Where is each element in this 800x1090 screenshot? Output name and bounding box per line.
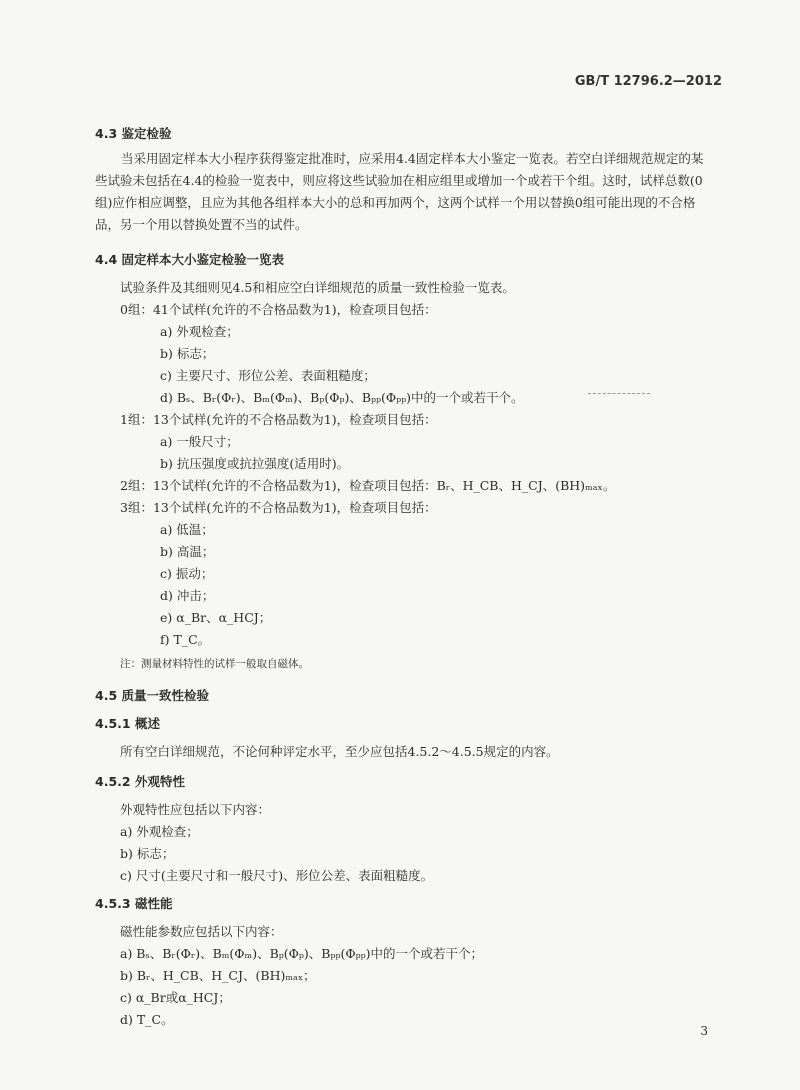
list-item: c) 振动；: [160, 566, 214, 581]
group-3-heading: 3组：13个试样(允许的不合格品数为1)，检查项目包括：: [120, 500, 437, 515]
group-0-heading: 0组：41个试样(允许的不合格品数为1)，检查项目包括：: [120, 302, 437, 317]
list-item: a) 低温；: [160, 522, 214, 537]
list-item: a) 外观检查；: [160, 324, 239, 339]
list-item: e) α_Br、α_HCJ；: [160, 610, 272, 625]
page-number: 3: [700, 1024, 708, 1038]
list-item: b) 高温；: [160, 544, 215, 559]
section-4-5-2-title: 4.5.2 外观特性: [95, 774, 185, 789]
section-4-5-2-intro: 外观特性应包括以下内容：: [120, 802, 271, 817]
section-4-5-1-title: 4.5.1 概述: [95, 716, 160, 731]
list-item: b) 标志；: [120, 846, 175, 861]
section-4-5-title: 4.5 质量一致性检验: [95, 688, 209, 703]
group-1-heading: 1组：13个试样(允许的不合格品数为1)，检查项目包括：: [120, 412, 437, 427]
list-item: a) 外观检查；: [120, 824, 199, 839]
section-4-5-3-intro: 磁性能参数应包括以下内容：: [120, 924, 283, 939]
list-item: b) Bᵣ、H_CB、H_CJ、(BH)ₘₐₓ；: [120, 968, 316, 983]
section-4-4-intro: 试验条件及其细则见4.5和相应空白详细规范的质量一致性检验一览表。: [120, 280, 515, 295]
list-item: c) 尺寸(主要尺寸和一般尺寸)、形位公差、表面粗糙度。: [120, 868, 434, 883]
section-4-5-1-text: 所有空白详细规范，不论何种评定水平，至少应包括4.5.2～4.5.5规定的内容。: [120, 744, 559, 759]
dashed-mark: [588, 393, 650, 394]
list-item: c) α_Br或α_HCJ；: [120, 990, 231, 1005]
section-4-5-3-title: 4.5.3 磁性能: [95, 896, 173, 911]
list-item: d) T_C。: [120, 1012, 174, 1027]
list-item: b) 抗压强度或抗拉强度(适用时)。: [160, 456, 350, 471]
note: 注：测量材料特性的试样一般取自磁体。: [120, 658, 309, 670]
list-item: a) 一般尺寸；: [160, 434, 239, 449]
standard-number: GB/T 12796.2—2012: [574, 74, 722, 89]
section-4-3-paragraph: 当采用固定样本大小程序获得鉴定批准时，应采用4.4固定样本大小鉴定一览表。若空白详细规范规定的某些试验未包括在4.4的检验一览表中，则应将这些试验加在相应组里或增加一个或若干个组。这时，试样总数(0组)应作相应调整，且应为其他各组样本大小的总和再加两个，这两个试样一个用以替换0组可能出现的不合格品，另一个用以替换处置不当的试件。: [95, 151, 704, 232]
list-item: d) Bₛ、Bᵣ(Φᵣ)、Bₘ(Φₘ)、Bₚ(Φₚ)、Bₚₚ(Φₚₚ)中的一个或若干个。: [160, 390, 524, 405]
list-item: d) 冲击；: [160, 588, 215, 603]
list-item: a) Bₛ、Bᵣ(Φᵣ)、Bₘ(Φₘ)、Bₚ(Φₚ)、Bₚₚ(Φₚₚ)中的一个或若干个；: [120, 946, 483, 961]
list-item: f) T_C。: [160, 632, 211, 647]
group-2-heading: 2组：13个试样(允许的不合格品数为1)，检查项目包括：Bᵣ、H_CB、H_CJ、(BH)ₘₐₓ。: [120, 478, 616, 493]
section-4-3-title: 4.3 鉴定检验: [95, 126, 172, 141]
section-4-4-title: 4.4 固定样本大小鉴定检验一览表: [95, 252, 284, 267]
list-item: c) 主要尺寸、形位公差、表面粗糙度；: [160, 368, 376, 383]
list-item: b) 标志；: [160, 346, 215, 361]
